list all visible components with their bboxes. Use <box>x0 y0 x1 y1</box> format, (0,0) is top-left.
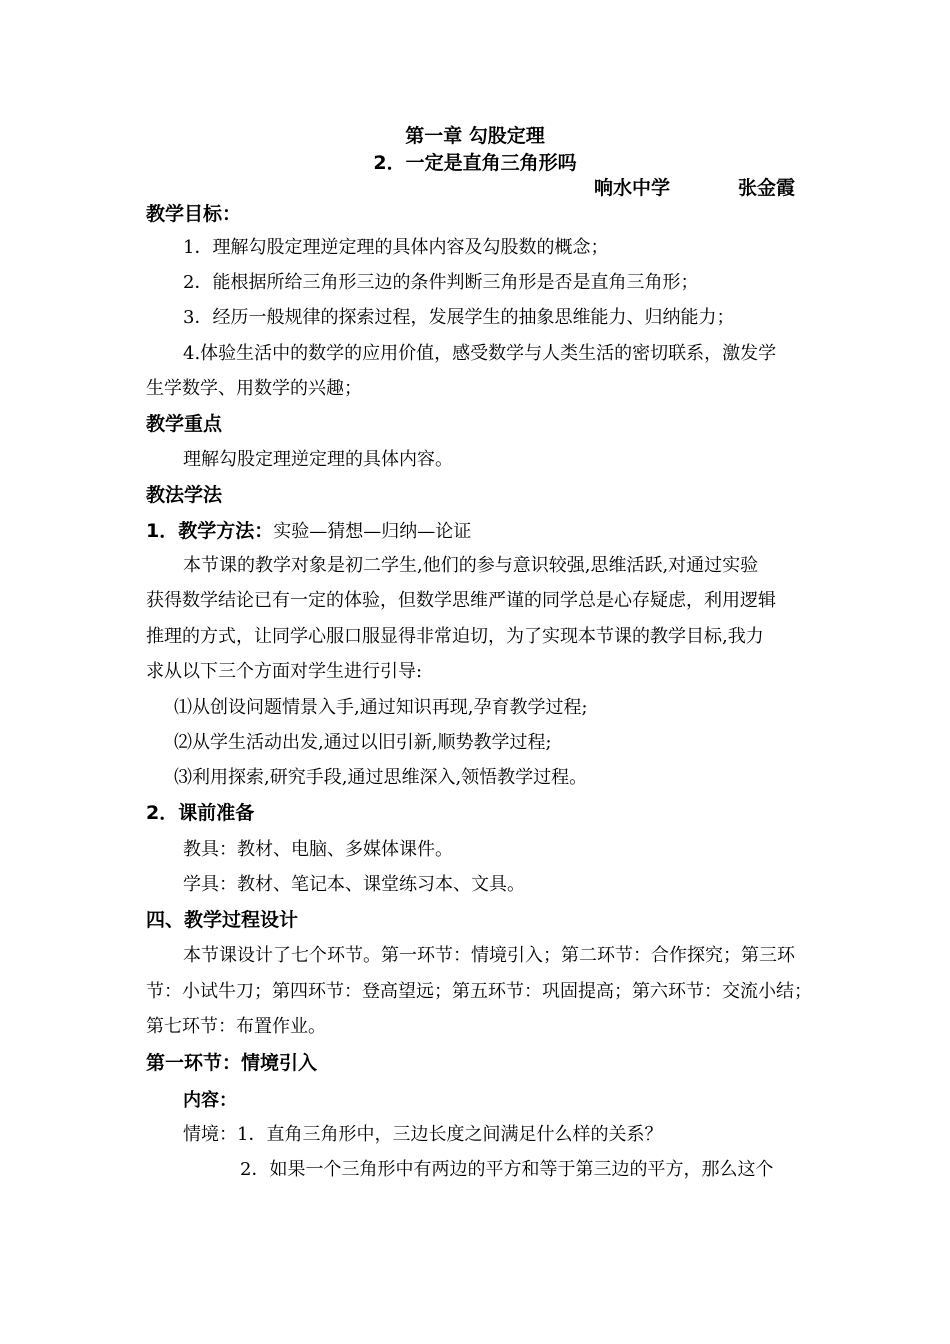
chapter-title: 第一章 勾股定理 <box>405 125 545 147</box>
methods-heading: 教法学法 <box>146 484 223 506</box>
lesson-title: 2．一定是直角三角形吗 <box>373 152 577 174</box>
methods-paragraph-line: 推理的方式，让同学心服口服显得非常迫切，为了实现本节课的教学目标,我力 <box>146 626 764 647</box>
objective-item: 1．理解勾股定理逆定理的具体内容及勾股数的概念； <box>183 237 609 258</box>
teaching-method-label: 1．教学方法： <box>146 520 274 542</box>
teaching-method-line <box>146 519 471 544</box>
scenario-question: 情境：1．直角三角形中，三边长度之间满足什么样的关系？ <box>183 1124 663 1145</box>
methods-paragraph-line: 求从以下三个方面对学生进行引导: <box>146 661 423 682</box>
method-point: ⑶利用探索,研究手段,通过思维深入,领悟教学过程。 <box>174 767 588 788</box>
objectives-heading: 教学目标： <box>146 203 242 225</box>
methods-paragraph-line: 获得数学结论已有一定的体验，但数学思维严谨的同学总是心存疑虑，利用逻辑 <box>146 590 776 611</box>
content-label: 内容： <box>183 1090 237 1111</box>
design-paragraph-line: 第七环节：布置作业。 <box>146 1016 326 1037</box>
methods-paragraph-line: 本节课的教学对象是初二学生,他们的参与意识较强,思维活跃,对通过实验 <box>183 555 759 576</box>
stage1-heading: 第一环节：情境引入 <box>146 1052 318 1074</box>
method-point: ⑴从创设问题情景入手,通过知识再现,孕育教学过程; <box>174 697 588 718</box>
key-points-heading: 教学重点 <box>146 413 223 435</box>
author-name: 张金霞 <box>738 177 796 199</box>
teacher-tools: 教具：教材、电脑、多媒体课件。 <box>183 839 453 860</box>
student-tools: 学具：教材、笔记本、课堂练习本、文具。 <box>183 874 525 895</box>
scenario-question: 2．如果一个三角形中有两边的平方和等于第三边的平方，那么这个 <box>240 1159 774 1180</box>
design-paragraph-line: 节：小试牛刀；第四环节：登高望远；第五环节：巩固提高；第六环节：交流小结； <box>146 981 812 1002</box>
objective-item: 3．经历一般规律的探索过程，发展学生的抽象思维能力、归纳能力； <box>183 307 735 328</box>
objective-item: 2．能根据所给三角形三边的条件判断三角形是否是直角三角形； <box>183 272 699 293</box>
design-paragraph-line: 本节课设计了七个环节。第一环节：情境引入；第二环节：合作探究；第三环 <box>183 945 795 966</box>
preparation-heading: 2．课前准备 <box>146 802 255 824</box>
teaching-method-text: 实验—猜想—归纳—论证 <box>273 521 472 542</box>
key-points-text: 理解勾股定理逆定理的具体内容。 <box>183 449 453 470</box>
school-name: 响水中学 <box>594 177 671 199</box>
objective-item-continued: 生学数学、用数学的兴趣； <box>146 378 362 399</box>
method-point: ⑵从学生活动出发,通过以旧引新,顺势教学过程; <box>174 732 552 753</box>
design-heading: 四、教学过程设计 <box>146 909 299 931</box>
objective-item: 4.体验生活中的数学的应用价值，感受数学与人类生活的密切联系，激发学 <box>183 343 777 364</box>
